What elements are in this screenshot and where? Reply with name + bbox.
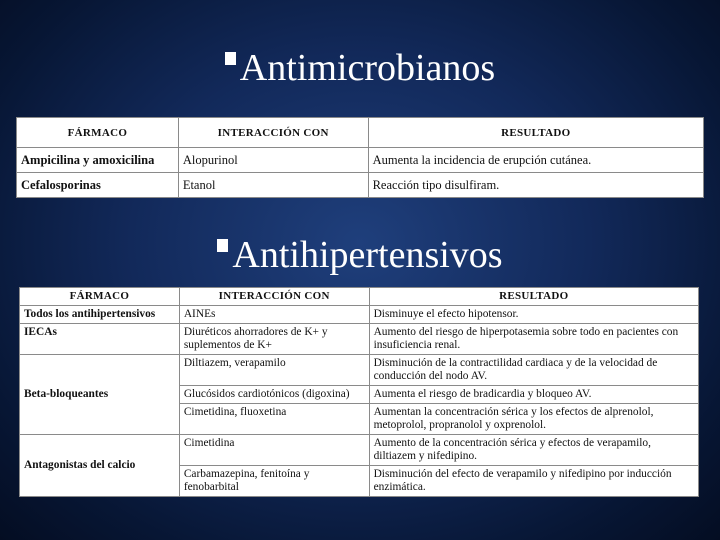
table-header-row [17,118,704,148]
result-cell: Reacción tipo disulfiram. [368,173,703,198]
square-bullet-icon [225,52,236,65]
result-cell: Aumento de la concentración sérica y efectos de verapamilo, diltiazem y nifedipino. [369,435,698,466]
interaction-cell: Alopurinol [178,148,368,173]
interaction-cell: Diuréticos ahorradores de K+ y suplementos de K+ [179,324,369,355]
table-row [17,173,704,198]
column-header-result: RESULTADO [369,288,698,306]
antihypertensive-interactions-table [19,287,699,497]
drug-cell: Antagonistas del calcio [20,435,180,497]
table-header-row [20,288,699,306]
antimicrobial-interactions-table [16,117,704,198]
drug-cell: Beta-bloqueantes [20,355,180,435]
column-header-interaction: INTERACCIÓN CON [178,118,368,148]
interaction-cell: Carbamazepina, fenitoína y fenobarbital [179,466,369,497]
interaction-cell: AINEs [179,306,369,324]
section-title: Antimicrobianos [239,47,496,89]
table-row [20,355,699,386]
section-title: Antihipertensivos [232,234,503,276]
interaction-cell: Cimetidina, fluoxetina [179,404,369,435]
result-cell: Disminución de la contractilidad cardiaca y de la velocidad de conducción del nodo AV. [369,355,698,386]
square-bullet-icon [217,239,228,252]
column-header-drug: FÁRMACO [17,118,179,148]
table-row [20,306,699,324]
drug-cell: Todos los antihipertensivos [20,306,180,324]
table-row [20,435,699,466]
result-cell: Aumentan la concentración sérica y los efectos de alprenolol, metoprolol, propranolol y oxprenolol. [369,404,698,435]
column-header-result: RESULTADO [368,118,703,148]
table-row [20,324,699,355]
section-heading-antimicrobianos [0,46,720,90]
interaction-cell: Cimetidina [179,435,369,466]
drug-cell: Ampicilina y amoxicilina [17,148,179,173]
interaction-cell: Diltiazem, verapamilo [179,355,369,386]
drug-cell: IECAs [20,324,180,355]
result-cell: Disminuye el efecto hipotensor. [369,306,698,324]
interaction-cell: Etanol [178,173,368,198]
result-cell: Aumento del riesgo de hiperpotasemia sobre todo en pacientes con insuficiencia renal. [369,324,698,355]
result-cell: Disminución del efecto de verapamilo y nifedipino por inducción enzimática. [369,466,698,497]
column-header-interaction: INTERACCIÓN CON [179,288,369,306]
column-header-drug: FÁRMACO [20,288,180,306]
table-row [17,148,704,173]
result-cell: Aumenta el riesgo de bradicardia y bloqueo AV. [369,386,698,404]
result-cell: Aumenta la incidencia de erupción cutánea. [368,148,703,173]
section-heading-antihipertensivos [0,233,720,277]
drug-cell: Cefalosporinas [17,173,179,198]
interaction-cell: Glucósidos cardiotónicos (digoxina) [179,386,369,404]
